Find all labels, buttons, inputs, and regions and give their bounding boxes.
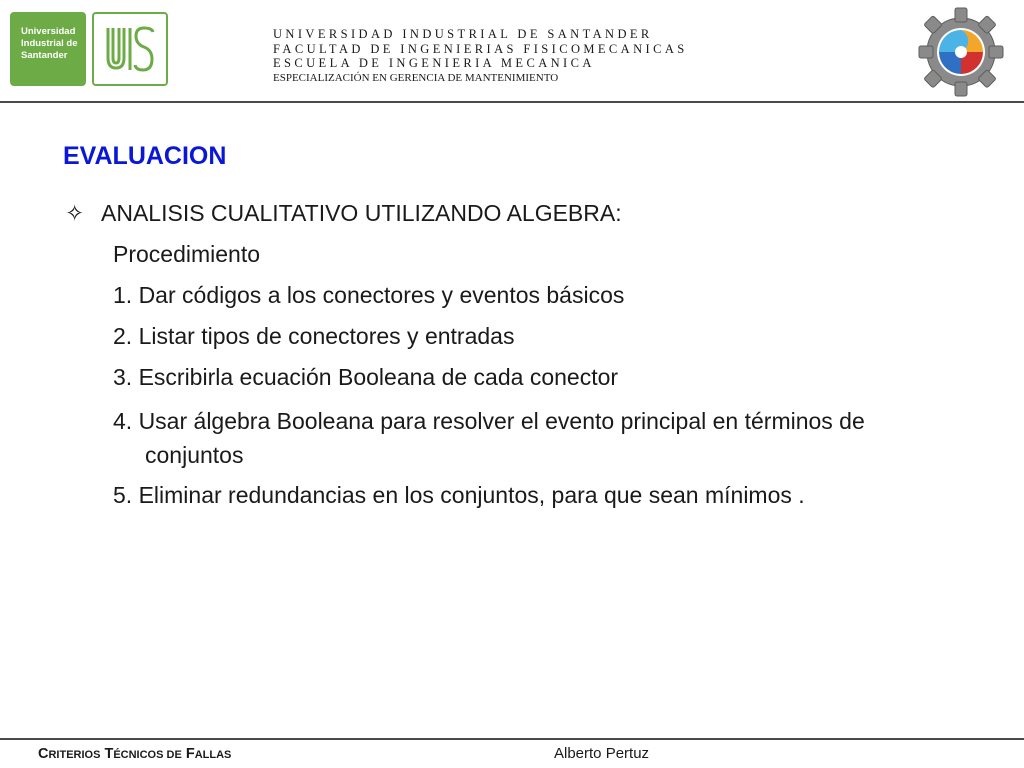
step-item: 1. Dar códigos a los conectores y eventos básicos <box>113 282 625 308</box>
bullet-item <box>65 200 622 227</box>
slide-title: EVALUACION <box>63 142 227 170</box>
footer-course-title <box>38 746 231 762</box>
logo-line: Santander <box>21 50 68 61</box>
slide-header <box>0 0 1024 102</box>
step-text-continuation: conjuntos <box>145 442 244 468</box>
footer-cap: C <box>38 746 49 762</box>
footer-smallcaps: ALLAS <box>194 749 232 761</box>
step-item: 2. Listar tipos de conectores y entradas <box>113 323 515 349</box>
logo-line: Universidad <box>21 26 76 37</box>
four-point-star-icon: ✧ <box>65 200 85 226</box>
footer-cap: T <box>104 746 114 762</box>
procedure-heading: Procedimiento <box>113 241 261 267</box>
footer-cap: F <box>185 746 195 762</box>
footer-divider <box>0 738 1024 740</box>
faculty-name: FACULTAD DE INGENIERIAS FISICOMECANICAS <box>273 41 688 56</box>
uis-monogram-logo <box>92 12 168 86</box>
gear-swirl-logo <box>917 6 1007 103</box>
footer-smallcaps: RITERIOS <box>48 749 101 761</box>
logo-line: Industrial de <box>21 38 78 49</box>
school-name: ESCUELA DE INGENIERIA MECANICA <box>273 56 595 70</box>
university-name: UNIVERSIDAD INDUSTRIAL DE SANTANDER <box>273 27 653 41</box>
footer-author: Alberto Pertuz <box>554 745 650 762</box>
step-item <box>113 404 865 472</box>
institution-lines <box>273 27 688 85</box>
header-divider <box>0 101 1024 103</box>
bullet-text: ANALISIS CUALITATIVO UTILIZANDO ALGEBRA: <box>101 200 622 226</box>
step-text: 4. Usar álgebra Booleana para resolver el evento principal en términos de <box>113 408 865 434</box>
program-name: ESPECIALIZACIÓN EN GERENCIA DE MANTENIMIENTO <box>273 71 559 84</box>
step-item: 5. Eliminar redundancias en los conjuntos, para que sean mínimos . <box>113 482 805 508</box>
uis-text-logo <box>10 12 86 86</box>
step-item: 3. Escribirla ecuación Booleana de cada conector <box>113 364 619 390</box>
footer-smallcaps: ÉCNICOS DE <box>113 749 182 761</box>
